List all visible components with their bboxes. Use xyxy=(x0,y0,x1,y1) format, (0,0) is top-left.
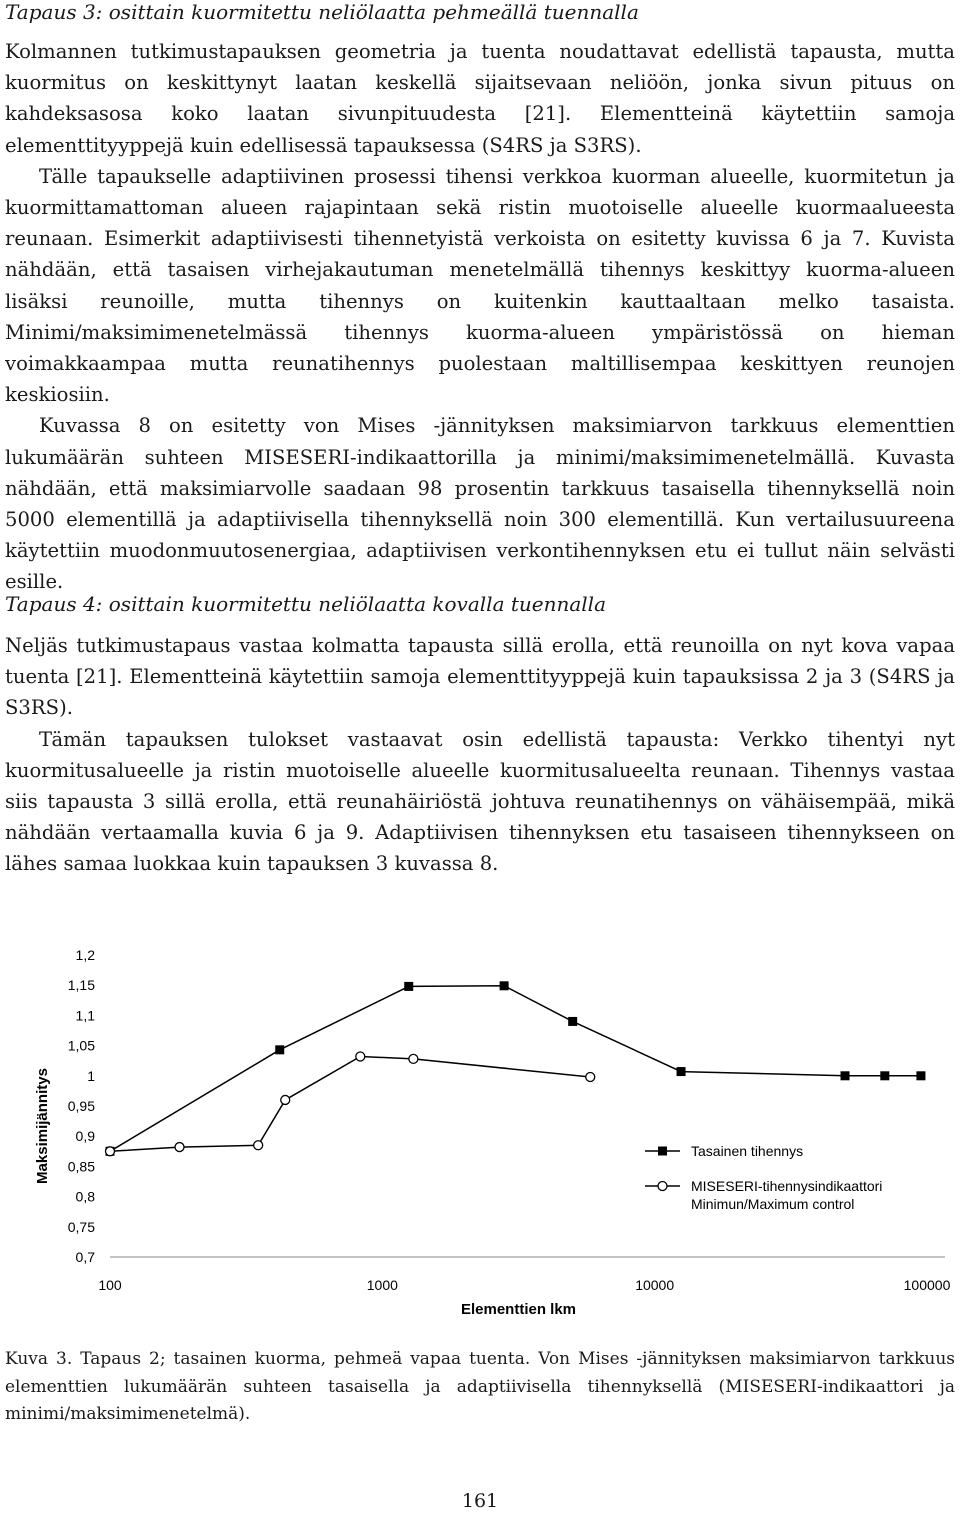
legend-marker-1 xyxy=(658,1147,667,1156)
y-tick-label: 1,05 xyxy=(67,1037,95,1054)
y-tick-label: 0,85 xyxy=(67,1158,95,1175)
series-1-point xyxy=(568,1017,577,1026)
series-1-point xyxy=(275,1045,284,1054)
legend-label-2: Minimun/Maximum control xyxy=(691,1196,855,1212)
y-axis-ticks xyxy=(68,947,95,1265)
stress-accuracy-chart xyxy=(5,935,960,1335)
series-2-point xyxy=(175,1143,184,1152)
series-layer xyxy=(106,981,926,1155)
series-2-point xyxy=(409,1054,418,1063)
series-1-point xyxy=(404,982,413,991)
x-tick-label: 100 xyxy=(98,1277,122,1293)
y-tick-label: 1,1 xyxy=(75,1007,95,1024)
x-tick-label: 100000 xyxy=(903,1277,951,1293)
x-tick-label: 10000 xyxy=(635,1277,675,1293)
section-3-paragraph-1: Kolmannen tutkimustapauksen geometria ja tuenta noudattavat edellistä tapausta, mutta kuormitus on keskittynyt laatan keskellä sijaitsevaan neliöön, jonka sivun pituus on kahdeksasosa koko laatan sivunpituudesta [21]. Elementteinä käytettiin samoja elementtityyppejä kuin edellisessä tapauksessa (S4RS ja S3RS). xyxy=(5,40,955,157)
series-1-point xyxy=(677,1067,686,1076)
y-tick-label: 1,15 xyxy=(67,977,95,994)
series-1-point xyxy=(500,981,509,990)
series-2-point xyxy=(281,1095,290,1104)
x-axis-ticks xyxy=(98,1277,950,1293)
section-4-paragraph-1: Neljäs tutkimustapaus vastaa kolmatta tapausta sillä erolla, että reunoilla on nyt kova vapaa tuenta [21]. Elementteinä käytettiin samoja elementtityyppejä kuin tapauksissa 2 ja 3 (S4RS ja S3RS). xyxy=(5,634,955,720)
series-1-point xyxy=(841,1071,850,1080)
legend-marker-2 xyxy=(658,1182,667,1191)
series-2-point xyxy=(106,1147,115,1156)
figure-caption: Kuva 3. Tapaus 2; tasainen kuorma, pehmeä vapaa tuenta. Von Mises -jännityksen maksimiarvon tarkkuus elementtien lukumäärän suhteen tasaisella ja adaptiivisella tihennyksellä (MISESERI-indikaattori ja minimi/maksimimenetelmä). xyxy=(5,1349,955,1424)
series-2-point xyxy=(254,1141,263,1150)
section-4-body xyxy=(5,630,955,880)
legend-label-1: Tasainen tihennys xyxy=(691,1143,804,1159)
series-2-point xyxy=(356,1052,365,1061)
section-4-title: Tapaus 4: osittain kuormitettu neliölaatta kovalla tuennalla xyxy=(5,592,607,616)
x-axis-label: Elementtien lkm xyxy=(460,1301,577,1318)
series-1-point xyxy=(880,1071,889,1080)
legend-label-2: MISESERI-tihennysindikaattori xyxy=(691,1178,883,1194)
y-tick-label: 0,9 xyxy=(75,1128,95,1145)
y-tick-label: 0,75 xyxy=(67,1218,95,1235)
x-tick-label: 1000 xyxy=(366,1277,398,1293)
series-1-point xyxy=(916,1071,925,1080)
section-3-paragraph-3: Kuvassa 8 on esitetty von Mises -jännityksen maksimiarvon tarkkuus elementtien lukumäärän suhteen MISESERI-indikaattorilla ja minimi/maksimimenetelmällä. Kuvasta nähdään, että maksimiarvolle saadaan 98 prosentin tarkkuus tasaisella tihennyksellä noin 5000 elementillä ja adaptiivisella tihennyksellä noin 300 elementillä. Kun vertailusuureena käytettiin muodonmuutosenergiaa, adaptiivisen verkontihennyksen etu ei tullut näin selvästi esille. xyxy=(5,414,955,594)
section-3-body xyxy=(5,36,955,598)
chart-legend xyxy=(645,1143,882,1212)
y-tick-label: 1 xyxy=(87,1067,95,1084)
y-axis-label: Maksimijännitys xyxy=(34,1068,51,1184)
y-tick-label: 0,8 xyxy=(75,1188,95,1205)
series-1-line xyxy=(110,986,921,1151)
y-tick-label: 0,7 xyxy=(75,1249,95,1265)
section-3-title: Tapaus 3: osittain kuormitettu neliölaatta pehmeällä tuennalla xyxy=(5,0,639,24)
section-4-paragraph-2: Tämän tapauksen tulokset vastaavat osin edellistä tapausta: Verkko tihentyi nyt kuormitusalueelle ja ristin muotoiselle alueelle kuormitusalueelta reunaan. Tihennys vastaa siis tapausta 3 sillä erolla, että reunahäiriöstä johtuva reunatihennys on vähäisempää, mikä nähdään vertaamalla kuvia 6 ja 9. Adaptiivisen tihennyksen etu tasaiseen tihennykseen on lähes samaa luokkaa kuin tapauksen 3 kuvassa 8. xyxy=(5,727,955,876)
y-tick-label: 0,95 xyxy=(67,1098,95,1114)
page-number: 161 xyxy=(461,1490,499,1512)
series-2-line xyxy=(110,1056,590,1151)
section-3-paragraph-2: Tälle tapaukselle adaptiivinen prosessi tihensi verkkoa kuorman alueelle, kuormitetun ja kuormittamattoman alueen rajapintaan sekä ristin muotoiselle alueelle kuormaalueesta reunaan. Esimerkit adaptiivisesti tihennetyistä verkoista on esitetty kuvissa 6 ja 7. Kuvista nähdään, että tasaisen virhejakautuman menetelmällä tihennys keskittyy kuorma-alueen lisäksi reunoille, mutta tihennys on kuitenkin kauttaaltaan melko tasaista. Minimi/maksimimenetelmässä tihennys kuorma-alueen ympäristössä on hieman voimakkaampaa mutta reunatihennys puolestaan maltillisempaa keskittyen reunojen keskiosiin. xyxy=(5,164,955,407)
y-tick-label: 1,2 xyxy=(75,947,95,963)
series-2-point xyxy=(586,1073,595,1082)
